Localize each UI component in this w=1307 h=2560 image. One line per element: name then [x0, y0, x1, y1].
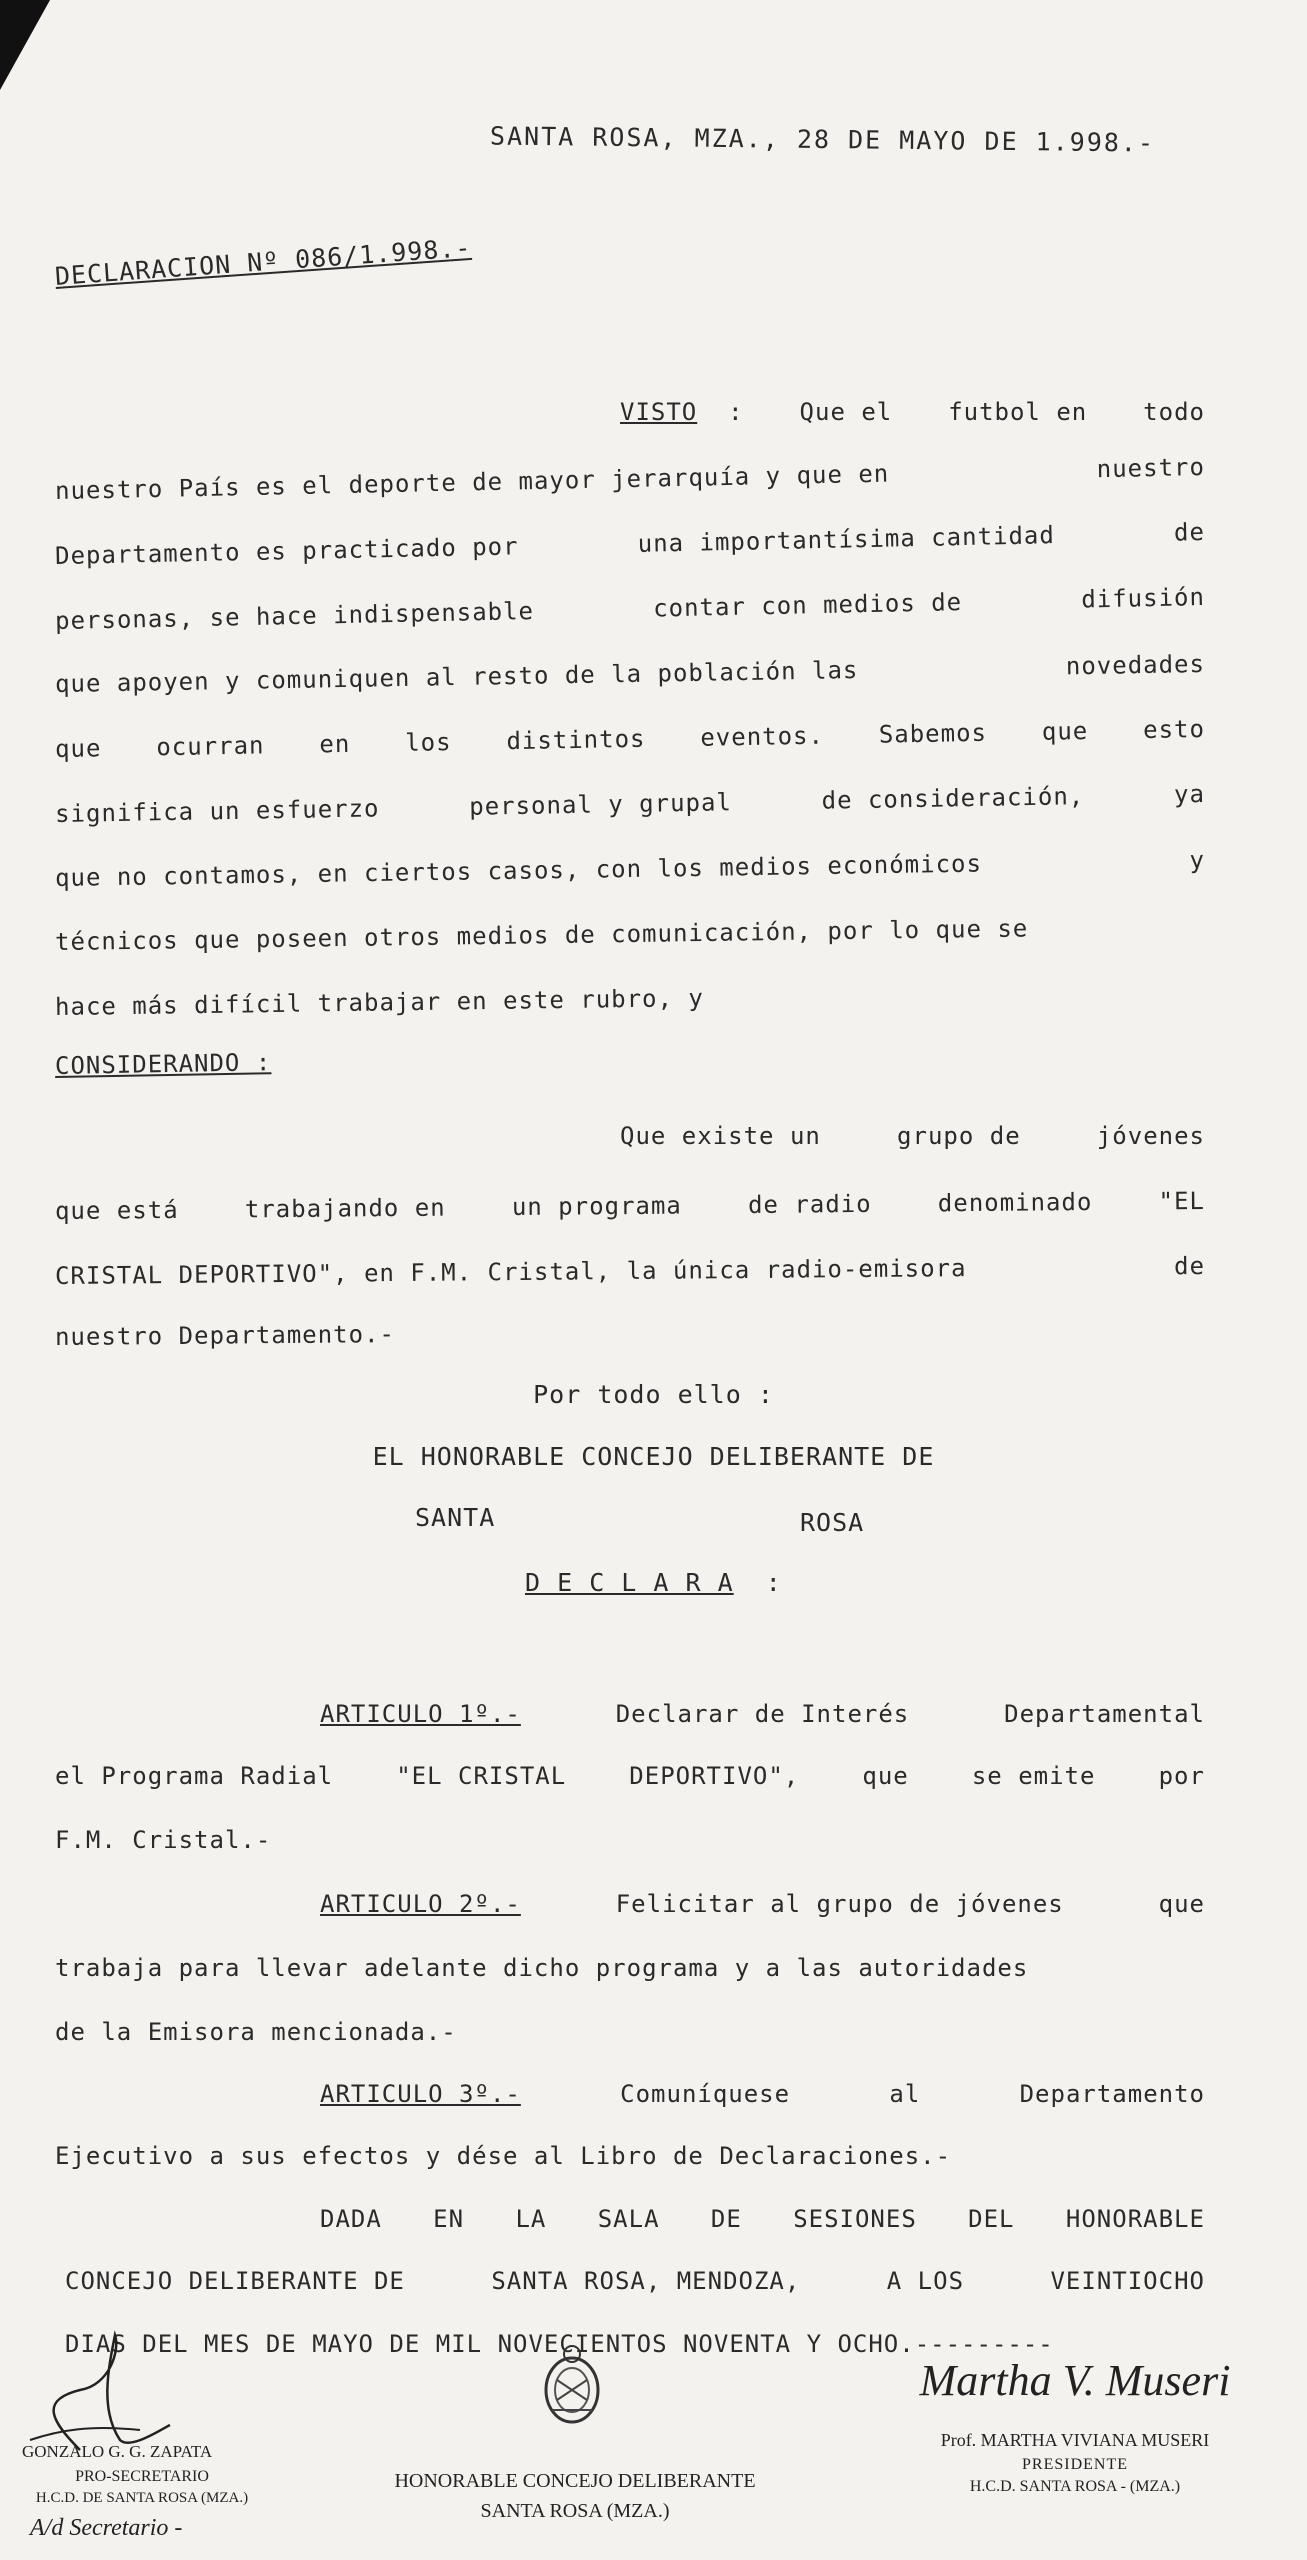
article-2-label: ARTICULO 2º.- — [320, 1890, 521, 1918]
article-1-line-1 — [55, 1762, 1205, 1790]
text-segment: DEL — [968, 2205, 1015, 2233]
article-2-line-1 — [55, 1954, 1205, 1982]
text-segment: Departamental — [1004, 1700, 1205, 1728]
council-heading: EL HONORABLE CONCEJO DELIBERANTE DE — [372, 1442, 935, 1471]
text-segment: que — [862, 1762, 909, 1790]
left-signature-scribble-icon — [20, 2330, 180, 2460]
visto-line-6 — [55, 780, 1205, 828]
visto-line-2 — [55, 518, 1205, 570]
article-3-label: ARTICULO 3º.- — [320, 2080, 521, 2108]
text-segment: LA — [515, 2205, 547, 2233]
council-heading-rosa: ROSA — [800, 1508, 865, 1537]
text-segment: y — [1189, 845, 1206, 875]
article-3-line-1 — [55, 2142, 1205, 2170]
article-2-line-2 — [55, 2018, 1205, 2046]
text-segment: hace más difícil trabajar en este rubro, y — [54, 983, 705, 1022]
text-segment: VEINTIOCHO — [1050, 2267, 1205, 2295]
closing-line-1 — [65, 2267, 1205, 2295]
article-1-label: ARTICULO 1º.- — [320, 1700, 521, 1728]
text-segment: difusión — [1080, 582, 1206, 614]
text-segment: se emite — [971, 1762, 1096, 1790]
text-segment: novedades — [1065, 649, 1206, 681]
considerando-label: CONSIDERANDO : — [54, 1048, 272, 1080]
council-heading-santa: SANTA — [415, 1503, 496, 1532]
text-segment: "EL — [1158, 1186, 1206, 1216]
text-segment: Departamento es practicado por — [54, 532, 519, 571]
visto-line-5 — [55, 715, 1205, 763]
text-segment: que — [1041, 717, 1089, 746]
article-3-line-0 — [320, 2080, 1205, 2108]
text-segment: nuestro País es el deporte de mayor jerarquía y que en — [54, 459, 890, 506]
closing-line-0 — [320, 2205, 1205, 2233]
left-signer-org: H.C.D. DE SANTA ROSA (MZA.) — [35, 2490, 249, 2506]
text-segment: ocurran — [156, 731, 265, 762]
text-segment: nuestro Departamento.- — [54, 1320, 396, 1352]
text-segment: de radio — [747, 1189, 872, 1219]
considerando-line-2 — [55, 1252, 1205, 1290]
text-segment: trabajando en — [244, 1193, 446, 1224]
declaration-number: DECLARACION Nº 086/1.998.- — [53, 232, 473, 291]
text-segment: de — [1173, 517, 1206, 547]
text-segment: DEPORTIVO", — [629, 1762, 800, 1790]
text-segment: SALA — [597, 2205, 660, 2233]
text-segment: A LOS — [886, 2267, 965, 2295]
text-segment: eventos. — [700, 721, 825, 752]
text-segment: contar con medios de — [652, 588, 963, 623]
right-handwritten-signature: Martha V. Museri — [919, 2356, 1231, 2405]
text-segment: Declarar de Interés — [615, 1700, 910, 1728]
text-segment: en — [319, 729, 351, 759]
text-segment: Ejecutivo a sus efectos y dése al Libro de Declaraciones.- — [55, 2142, 952, 2170]
por-todo-ello: Por todo ello : — [533, 1380, 774, 1409]
text-segment: que no contamos, en ciertos casos, con los medios económicos — [54, 849, 983, 893]
text-segment: personas, se hace indispensable — [54, 597, 535, 636]
text-segment: F.M. Cristal.- — [55, 1826, 272, 1854]
text-segment: una importantísima cantidad — [637, 521, 1056, 558]
text-segment: un programa — [511, 1191, 682, 1222]
text-segment: los — [404, 728, 452, 757]
text-segment: "EL CRISTAL — [396, 1762, 567, 1790]
declara-word: D E C L A R A — [525, 1568, 734, 1597]
text-segment: técnicos que poseen otros medios de comunicación, por lo que se — [54, 914, 1029, 957]
visto-line-7 — [55, 846, 1205, 892]
considerando-line-0 — [620, 1122, 1205, 1150]
considerando-line-3 — [55, 1313, 1205, 1351]
text-segment: todo — [1143, 398, 1205, 426]
text-segment: al — [889, 2080, 921, 2108]
text-segment: DADA — [320, 2205, 382, 2233]
visto-label: VISTO — [620, 398, 698, 426]
left-signer-title: PRO-SECRETARIO — [75, 2468, 209, 2485]
left-signer-name: GONZALO G. G. ZAPATA — [22, 2442, 213, 2461]
declara-colon: : — [765, 1568, 782, 1597]
considerando-line-1 — [55, 1187, 1205, 1225]
text-segment: el Programa Radial — [55, 1762, 334, 1790]
text-segment: trabaja para llevar adelante dicho programa y a las autoridades — [55, 1954, 1029, 1982]
right-signer-title: PRESIDENTE — [1022, 2456, 1128, 2473]
text-segment: Comuníquese — [620, 2080, 791, 2108]
text-segment: Sabemos — [878, 718, 988, 749]
center-org-line1: HONORABLE CONCEJO DELIBERANTE — [394, 2470, 756, 2492]
text-segment: de consideración, — [821, 782, 1085, 815]
text-segment: por — [1158, 1762, 1205, 1790]
scan-shadow-corner — [0, 0, 50, 90]
visto-line-8 — [55, 912, 1205, 956]
text-segment: Departamento — [1019, 2080, 1205, 2108]
text-segment: Felicitar al grupo de jóvenes — [615, 1890, 1064, 1918]
right-signer-org: H.C.D. SANTA ROSA - (MZA.) — [969, 2478, 1181, 2495]
visto-colon: : — [728, 398, 744, 426]
text-segment: que apoyen y comuniquen al resto de la población las — [54, 656, 859, 699]
text-segment: que está — [54, 1195, 179, 1226]
visto-line-9 — [55, 977, 1205, 1021]
text-segment: CRISTAL DEPORTIVO", en F.M. Cristal, la única radio-emisora — [54, 1254, 967, 1291]
visto-line-4 — [55, 650, 1205, 698]
article-2-line-0 — [320, 1890, 1205, 1918]
text-segment: EN — [433, 2205, 465, 2233]
closing-line-2 — [65, 2330, 1205, 2358]
text-segment: Que existe un — [620, 1122, 821, 1150]
left-handwritten-note: A/d Secretario - — [30, 2515, 183, 2541]
text-segment: Que el — [799, 398, 893, 426]
center-org-line2: SANTA ROSA (MZA.) — [480, 2500, 670, 2522]
text-segment: ya — [1173, 779, 1206, 809]
text-segment: DIAS DEL MES DE MAYO DE MIL NOVECIENTOS NOVENTA Y OCHO.--------- — [65, 2330, 1054, 2358]
text-segment: que — [54, 734, 102, 764]
text-segment: HONORABLE — [1065, 2205, 1205, 2233]
text-segment: personal y grupal — [468, 788, 733, 821]
text-segment: distintos — [506, 724, 646, 756]
right-signer-name: Prof. MARTHA VIVIANA MUSERI — [940, 2430, 1210, 2450]
text-segment: jóvenes — [1096, 1122, 1205, 1150]
text-segment: significa un esfuerzo — [54, 794, 380, 829]
visto-line-0 — [620, 398, 1205, 426]
text-segment: nuestro — [1096, 452, 1206, 484]
council-seal-icon — [532, 2340, 612, 2430]
text-segment: denominado — [937, 1187, 1093, 1218]
text-segment: grupo de — [897, 1122, 1021, 1150]
visto-line-1 — [55, 453, 1205, 505]
text-segment: que — [1158, 1890, 1205, 1918]
declara-heading — [525, 1568, 782, 1597]
article-1-line-0 — [320, 1700, 1205, 1728]
text-segment: de la Emisora mencionada.- — [55, 2018, 457, 2046]
text-segment: de — [1173, 1251, 1206, 1281]
article-1-line-2 — [55, 1826, 1205, 1854]
visto-line-3 — [55, 583, 1205, 635]
text-segment: esto — [1142, 714, 1206, 745]
text-segment: futbol en — [948, 398, 1088, 426]
text-segment: CONCEJO DELIBERANTE DE — [65, 2267, 405, 2295]
text-segment: SANTA ROSA, MENDOZA, — [491, 2267, 801, 2295]
place-date: SANTA ROSA, MZA., 28 DE MAYO DE 1.998.- — [489, 121, 1156, 158]
text-segment: DE — [710, 2205, 742, 2233]
text-segment: SESIONES — [793, 2205, 917, 2233]
